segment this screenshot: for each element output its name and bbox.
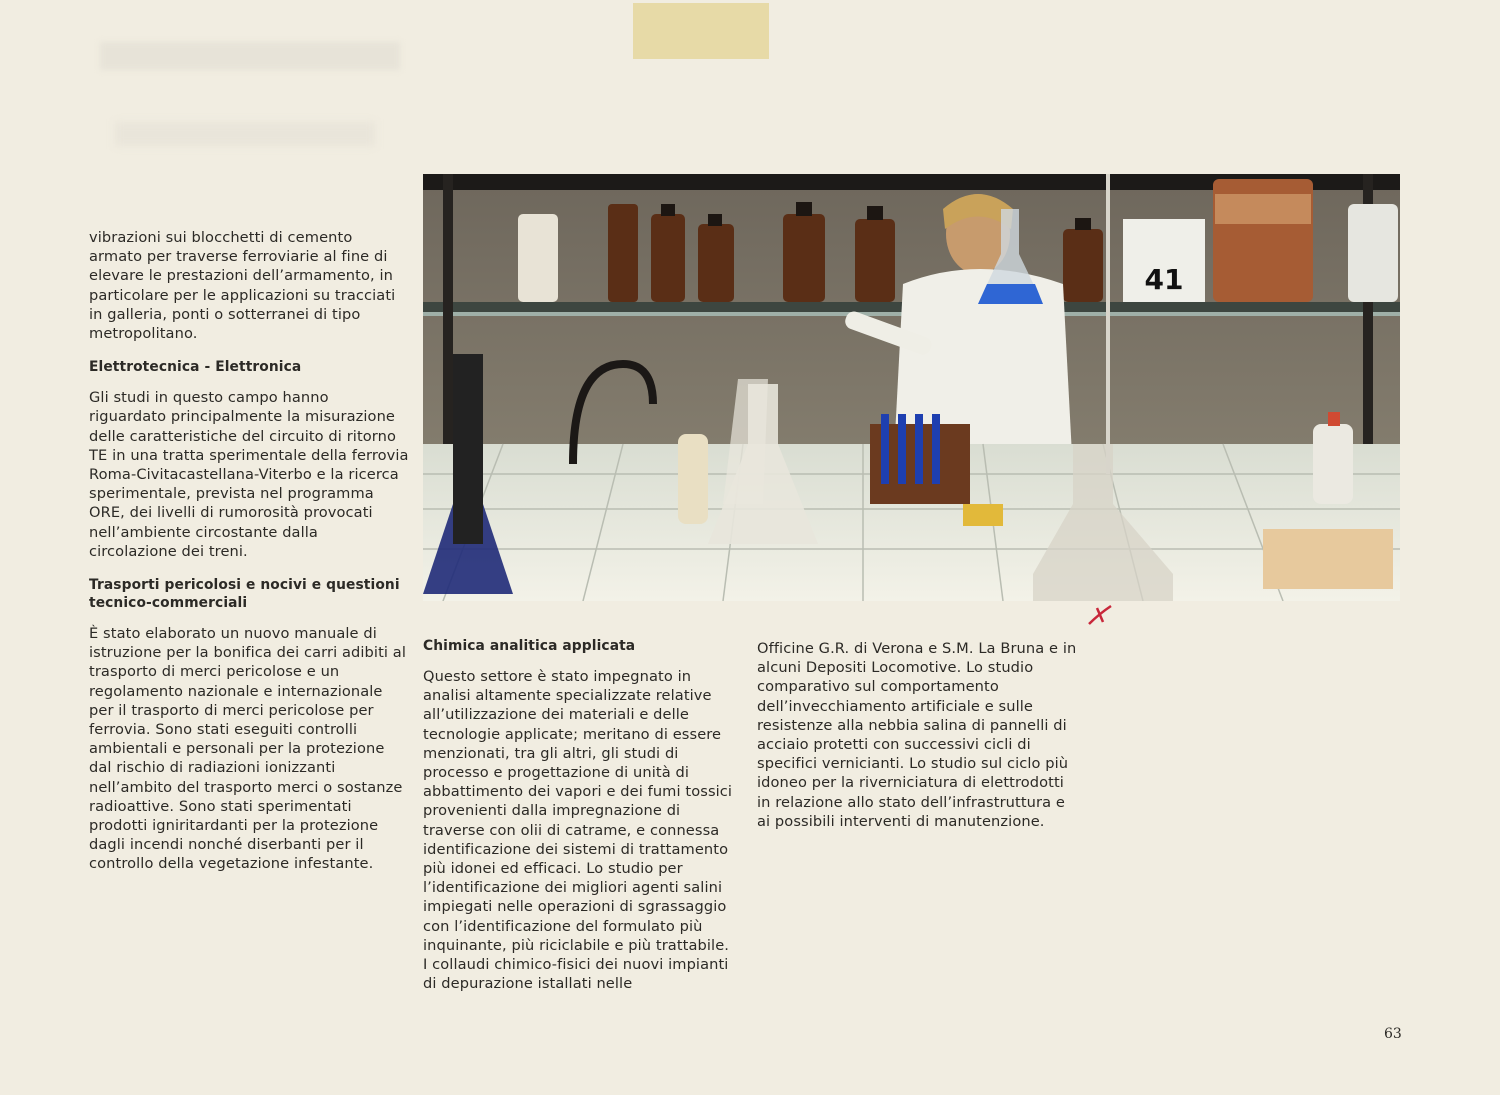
paragraph: Officine G.R. di Verona e S.M. La Bruna e in alcuni Depositi Locomotive. Lo studio comparativo sul comportamento dell’invecchiamento artificiale e sulle resistenze alla nebbia salina di pannelli di acciaio protetti con successivi cicli di specifici vernicianti. Lo studio sul ciclo più idoneo per la riverniciatura di elettrodotti in relazione allo stato dell’infrastruttura e ai possibili interventi di manutenzione. bbox=[757, 640, 1077, 830]
paragraph: I collaudi chimico-fisici dei nuovi impianti di depurazione istallati nelle bbox=[423, 956, 729, 993]
paper-smudge bbox=[115, 122, 375, 146]
text-column-left bbox=[89, 228, 409, 874]
paper-smudge bbox=[100, 42, 400, 70]
paragraph: Questo settore è stato impegnato in analisi altamente specializzate relative all’utilizzazione dei materiali e delle tecnologie applicate; meritano di essere menzionati, tra gli altri, gli studi di processo e progettazione di unità di abbattimento dei vapori e dei fumi tossici provenienti dalla impregnazione di traverse con olii di catrame, e connessa identificazione dei sistemi di trattamento più idonei ed efficaci. Lo studio per l’identificazione dei migliori agenti salini impiegati nelle operazioni di sgrassaggio con l’identificazione del formulato più inquinante, più riciclabile e più trattabile. bbox=[423, 668, 733, 954]
paragraph: Gli studi in questo campo hanno riguardato principalmente la misurazione delle caratteristiche del circuito di ritorno TE in una tratta sperimentale della ferrovia Roma-Civitacastellana-Viterbo e la ricerca sperimentale, prevista nel programma ORE, dei livelli di rumorosità provocati nell’ambiente circostante dalla circolazione dei treni. bbox=[89, 389, 409, 560]
text-column-middle bbox=[423, 637, 743, 993]
red-check-mark bbox=[1085, 600, 1115, 630]
beaker-number-label: 41 bbox=[1144, 263, 1184, 296]
page-number: 63 bbox=[1384, 1026, 1402, 1042]
laboratory-photo bbox=[423, 174, 1400, 601]
paragraph: vibrazioni sui blocchetti di cemento armato per traverse ferroviarie al fine di elevare le prestazioni dell’armamento, in particolare per le applicazioni su tracciati in galleria, ponti o sotterranei di tipo metropolitano. bbox=[89, 229, 396, 343]
paragraph: È stato elaborato un nuovo manuale di istruzione per la bonifica dei carri adibiti al trasporto di merci pericolose e un regolamento nazionale e internazionale per il trasporto di merci pericolose per ferrovia. Sono stati eseguiti controlli ambientali e personali per la protezione dal rischio di radiazioni ionizzanti nell’ambito del trasporto merci o sostanze radioattive. Sono stati sperimentati prodotti igniritardanti per la protezione dagli incendi nonché diserbanti per il controllo della vegetazione infestante. bbox=[89, 625, 406, 873]
tape-strip bbox=[633, 3, 769, 59]
section-heading: Chimica analitica applicata bbox=[423, 638, 636, 654]
section-heading: Trasporti pericolosi e nocivi e questioni tecnico-commerciali bbox=[89, 577, 400, 612]
section-heading: Elettrotecnica - Elettronica bbox=[89, 359, 302, 376]
text-column-right bbox=[757, 639, 1077, 831]
